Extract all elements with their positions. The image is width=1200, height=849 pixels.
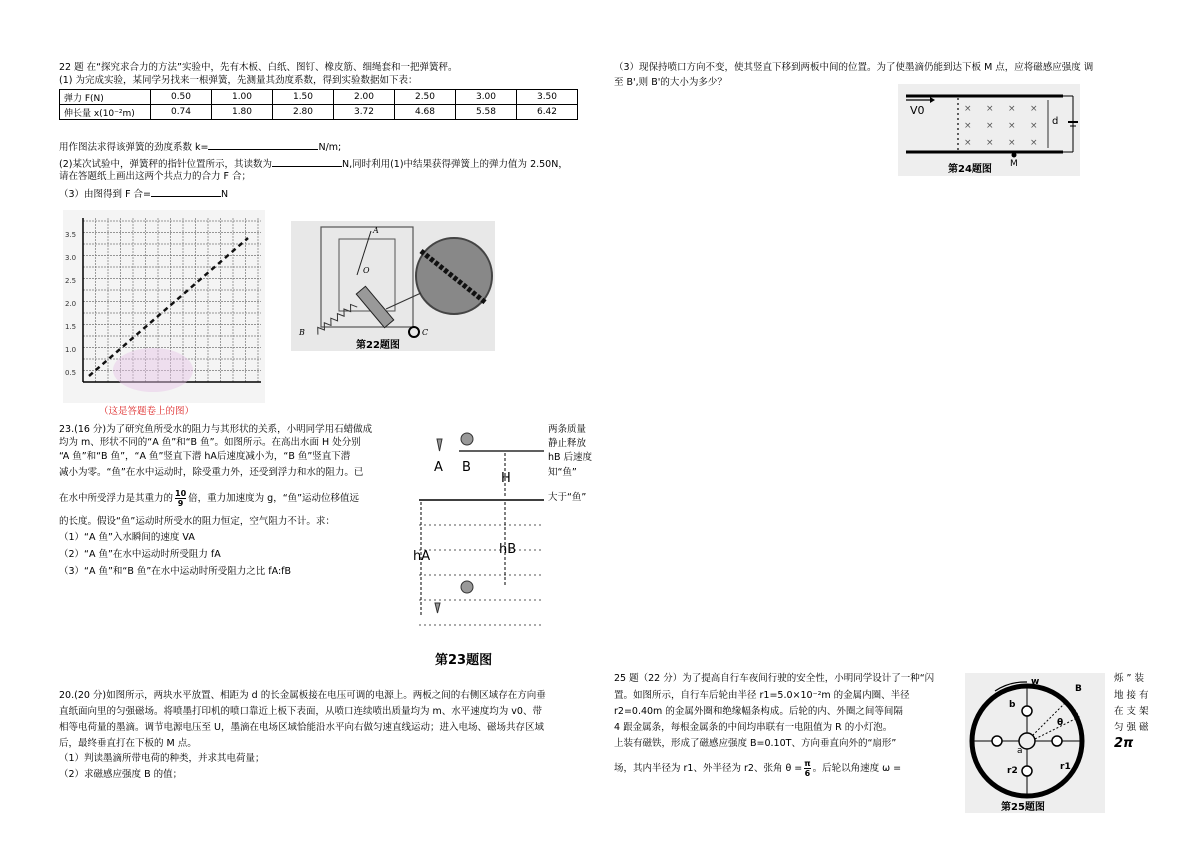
- q20-line4: 后，最终垂直打在下板的 M 点。: [59, 738, 197, 749]
- table-row: [60, 90, 578, 105]
- q25-side-text: 地 接 有: [1114, 690, 1149, 701]
- q25-line5: 上装有磁铁，形成了磁感应强度 B=0.10T、方向垂直向外的“扇形”: [614, 738, 897, 749]
- label-d: d: [1052, 116, 1059, 127]
- label-o: O: [363, 266, 370, 275]
- point-m: [1012, 153, 1017, 158]
- q23-side-text: 知“鱼”: [548, 467, 577, 478]
- label-b-field: B: [1075, 684, 1082, 694]
- label-omega: w: [1031, 677, 1040, 687]
- table-cell: 3.50: [517, 90, 578, 105]
- q22-line4-rest: N,同时利用(1)中结果获得弹簧上的弹力值为 2.50N，: [341, 159, 568, 170]
- label-a-point: a: [1017, 746, 1023, 756]
- q23-question-3: （3）“A 鱼”和“B 鱼”在水中运动时所受阻力之比 fA:fB: [59, 566, 292, 577]
- field-cross-mark: ×: [964, 138, 972, 148]
- field-cross-mark: ×: [1008, 104, 1016, 114]
- q22-line6-unit: N: [221, 189, 229, 200]
- watermark-stamp: [113, 348, 193, 392]
- answer-blank-k[interactable]: [208, 140, 318, 150]
- q23-line2: 均为 m、形状不同的“A 鱼”和“B 鱼”。如图所示。在高出水面 H 处分别: [59, 437, 361, 448]
- q22-line4: [59, 157, 568, 171]
- q25-line6-rest: 。后轮以角速度 ω =: [812, 763, 902, 774]
- q22-line1: 22 题 在“探究求合力的方法”实验中，先有木板、白纸、图钉、橡皮筋、细绳套和一把弹簧秤。: [59, 62, 458, 73]
- q22-line6-text: （3）由图得到 F 合=: [59, 189, 152, 200]
- q23-side-text: 两条质量: [548, 424, 587, 435]
- q25-line4: 4 跟金属条，每根金属条的中间均串联有一电阻值为 R 的小灯泡。: [614, 722, 893, 733]
- q25-line6: [614, 759, 901, 778]
- table-cell: 0.74: [151, 105, 212, 120]
- q22-apparatus-figure: [291, 221, 495, 351]
- q22-figure-caption: 第22题图: [356, 340, 400, 351]
- table-cell: 5.58: [456, 105, 517, 120]
- bulb-icon: [1052, 736, 1062, 746]
- q22-line4-text: (2)某次试验中，弹簧秤的指针位置所示，其读数为: [59, 159, 272, 170]
- q23-line5: [59, 489, 359, 508]
- q20p3-line2: 至 B',则 B'的大小为多少？: [614, 77, 727, 88]
- label-hb: hB: [499, 542, 517, 557]
- field-cross-mark: ×: [986, 121, 994, 131]
- y-tick-label: 0.5: [65, 369, 77, 377]
- q23-line5-rest: 倍，重力加速度为 g，“鱼”运动位移值远: [188, 493, 360, 504]
- label-c: C: [422, 328, 429, 337]
- label-b: B: [299, 328, 305, 337]
- fish-b-underwater-icon: [461, 581, 473, 593]
- table-cell: 0.50: [151, 90, 212, 105]
- fraction-numerator: 10: [175, 489, 187, 498]
- q25-line3: r2=0.40m 的金属外圈和绝缘幅条构成。后轮的内、外圈之间等间隔: [614, 706, 903, 717]
- q23-side-text: hB 后速度: [548, 452, 593, 463]
- label-b-point: b: [1009, 700, 1016, 710]
- q23-side-text: 静止释放: [548, 438, 587, 449]
- field-cross-mark: ×: [1008, 138, 1016, 148]
- y-tick-label: 3.5: [65, 231, 77, 239]
- fraction-denominator: 9: [177, 499, 184, 508]
- q25-line6-text: 场，其内半径为 r1、外半径为 r2、张角 θ =: [614, 763, 803, 774]
- answer-blank-resultant[interactable]: [151, 187, 221, 197]
- label-a: A: [373, 226, 379, 235]
- q25-side-text: 2π: [1114, 736, 1134, 751]
- label-h: H: [501, 471, 511, 486]
- q23-side-text: 大于“鱼”: [548, 492, 587, 503]
- q22-line2: (1) 为完成实验，某同学另找来一根弹簧，先测量其劲度系数，得到实验数据如下表：: [59, 75, 418, 86]
- field-cross-mark: ×: [1008, 121, 1016, 131]
- q20-question-1: （1）判读墨滴所带电荷的种类，并求其电荷量；: [59, 753, 265, 764]
- q25-line1: 25 题（22 分）为了提高自行车夜间行驶的安全性，小明同学设计了一种“闪: [614, 673, 935, 684]
- q20p3-line1: （3）现保持喷口方向不变，使其竖直下移到两板中间的位置。为了使墨滴仍能到达下板 M 点，应将磁感应强度 调: [614, 62, 1094, 73]
- label-r1: r1: [1060, 762, 1071, 772]
- bulb-icon: [1022, 706, 1032, 716]
- bulb-icon: [992, 736, 1002, 746]
- q22-line3-unit: N/m;: [318, 142, 342, 153]
- table-cell: 3.00: [456, 90, 517, 105]
- spring-data-table: [59, 89, 578, 120]
- y-tick-label: 1.0: [65, 346, 77, 354]
- q20-line2: 直纸面向里的匀强磁场。将喷墨打印机的喷口靠近上板下表面，从喷口连续喷出质量均为 m、水平速度均为 v0、带: [59, 706, 542, 717]
- table-cell: 3.72: [334, 105, 395, 120]
- table-cell: 1.50: [273, 90, 334, 105]
- q25-side-text: 匀 强 磁: [1114, 722, 1149, 733]
- q24-plates-figure: [898, 84, 1080, 176]
- field-cross-mark: ×: [964, 104, 972, 114]
- table-cell: 2.00: [334, 90, 395, 105]
- q23-line4: 减小为零。“鱼”在水中运动时，除受重力外，还受到浮力和水的阻力。已: [59, 467, 364, 478]
- field-cross-mark: ×: [986, 104, 994, 114]
- table-row: [60, 105, 578, 120]
- q25-line2: 置。如图所示，自行车后轮由半径 r1=5.0×10⁻²m 的金属内圈、半径: [614, 690, 910, 701]
- y-tick-label: 1.5: [65, 323, 77, 331]
- q23-line5-text: 在水中所受浮力是其重力的: [59, 493, 174, 504]
- field-cross-mark: ×: [1030, 138, 1038, 148]
- label-a: A: [434, 460, 443, 475]
- fraction-numerator: π: [804, 759, 811, 768]
- answer-blank-reading[interactable]: [272, 157, 342, 167]
- q23-question-2: （2）“A 鱼”在水中运动时所受阻力 fA: [59, 549, 221, 560]
- label-m: M: [1010, 159, 1018, 169]
- table-cell: 4.68: [395, 105, 456, 120]
- fish-a-icon: [437, 439, 442, 451]
- table-cell: 6.42: [517, 105, 578, 120]
- table-cell: 2.80: [273, 105, 334, 120]
- q22-line6: [59, 187, 228, 201]
- label-b: B: [462, 460, 471, 475]
- q22-line5: 请在答题纸上画出这两个共点力的合力 F 合；: [59, 171, 252, 182]
- y-tick-label: 3.0: [65, 254, 77, 262]
- bulb-icon: [1022, 766, 1032, 776]
- table-cell: 2.50: [395, 90, 456, 105]
- q25-side-text: 烁 ” 装: [1114, 673, 1144, 684]
- field-cross-mark: ×: [1030, 121, 1038, 131]
- graph-note: （这是答题卷上的图）: [99, 406, 195, 417]
- y-tick-label: 2.0: [65, 300, 77, 308]
- y-tick-label: 2.5: [65, 277, 77, 285]
- q23-question-1: （1）“A 鱼”入水瞬间的速度 VA: [59, 532, 195, 543]
- q23-fish-figure: [409, 425, 544, 650]
- q25-side-text: 在 支 架: [1114, 706, 1149, 717]
- fraction-denominator: 6: [804, 769, 811, 778]
- q23-line6: 的长度。假设“鱼”运动时所受水的阻力恒定，空气阻力不计。求：: [59, 516, 335, 527]
- table-cell: 1.80: [212, 105, 273, 120]
- answer-sheet-grid-graph: [63, 210, 265, 403]
- q20-line1: 20.(20 分)如图所示，两块水平放置、相距为 d 的长金属板接在电压可调的电源上。两板之间的右侧区域存在方向垂: [59, 690, 546, 701]
- q20-line3: 相等电荷量的墨滴。调节电源电压至 U，墨滴在电场区域恰能沿水平向右做匀速直线运动；进入电场、磁场共存区域: [59, 722, 544, 733]
- q25-wheel-figure: [965, 673, 1105, 813]
- table-cell: 弹力 F(N): [60, 90, 151, 105]
- label-ha: hA: [413, 549, 431, 564]
- q22-line3-text: 用作图法求得该弹簧的劲度系数 k=: [59, 142, 209, 153]
- label-r2: r2: [1007, 766, 1018, 776]
- q25-figure-caption: 第25题图: [1001, 802, 1045, 813]
- q20-question-2: （2）求磁感应强度 B 的值；: [59, 769, 183, 780]
- q22-line3: [59, 140, 341, 154]
- q23-figure-caption: 第23题图: [435, 653, 493, 668]
- label-theta: θ: [1057, 718, 1064, 728]
- fraction-10-9: [175, 489, 186, 508]
- label-v0: V0: [910, 104, 925, 117]
- table-cell: 1.00: [212, 90, 273, 105]
- fish-a-underwater-icon: [435, 603, 440, 613]
- q23-line1: 23.(16 分)为了研究鱼所受水的阻力与其形状的关系，小明同学用石蜡做成: [59, 424, 373, 435]
- fish-b-icon: [461, 433, 473, 445]
- field-cross-mark: ×: [986, 138, 994, 148]
- table-cell: 伸长量 x(10⁻²m): [60, 105, 151, 120]
- q24-figure-caption: 第24题图: [948, 164, 992, 175]
- fraction-pi-6: [804, 759, 810, 778]
- field-cross-mark: ×: [1030, 104, 1038, 114]
- q23-line3: “A 鱼”和“B 鱼”，“A 鱼”竖直下潜 hA后速度减小为，“B 鱼”竖直下潜: [59, 451, 351, 462]
- magnifier-circle: [416, 238, 492, 314]
- field-cross-mark: ×: [964, 121, 972, 131]
